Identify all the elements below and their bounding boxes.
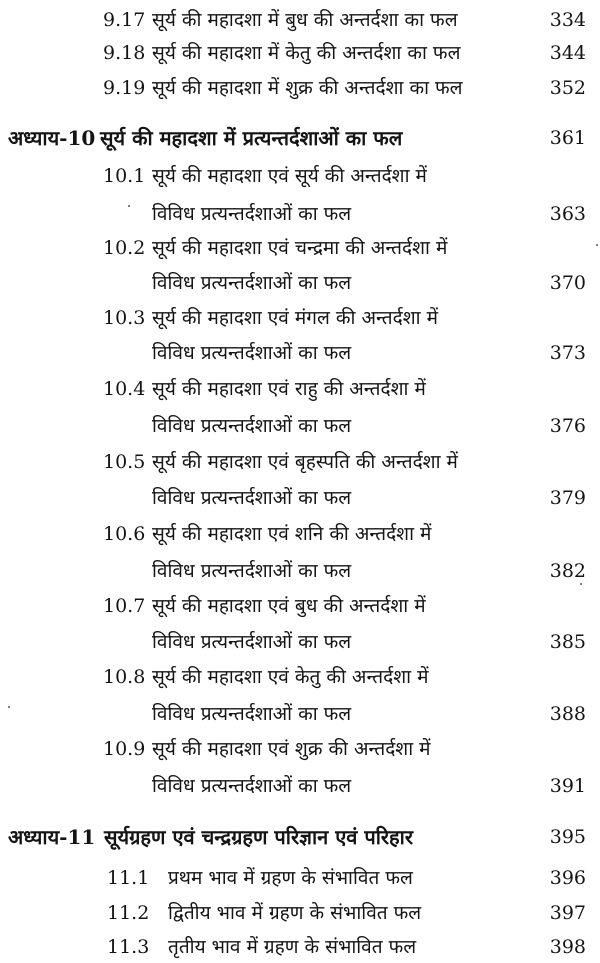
- page-number: 376: [549, 415, 586, 437]
- section-number: 10.2: [103, 237, 146, 259]
- page-number: 388: [549, 703, 586, 725]
- section-number: 11.2: [107, 902, 150, 924]
- page-number: 391: [549, 775, 586, 797]
- page-number: 361: [549, 127, 586, 149]
- toc-entry: [0, 594, 600, 666]
- scan-speck: [596, 244, 598, 246]
- chapter-title: सूर्य की महादशा में प्रत्यन्तर्दशाओं का फल: [100, 126, 403, 150]
- chapter-heading: [0, 825, 600, 865]
- section-title: सूर्य की महादशा एवं चन्द्रमा की अन्तर्दशा में: [152, 237, 448, 259]
- section-number: 10.9: [103, 738, 146, 760]
- page-number: 398: [549, 936, 586, 958]
- toc-entry: [0, 164, 600, 236]
- toc-entry: [0, 377, 600, 449]
- section-title: तृतीय भाव में ग्रहण के संभावित फल: [168, 936, 417, 958]
- toc-entry: [0, 665, 600, 737]
- section-title: सूर्य की महादशा एवं मंगल की अन्तर्दशा में: [152, 307, 438, 329]
- page-number: 382: [549, 560, 586, 582]
- page-number: 379: [549, 487, 586, 509]
- section-title-continued: विविध प्रत्यन्तर्दशाओं का फल: [152, 487, 352, 509]
- scan-speck: [8, 706, 10, 708]
- chapter-label: अध्याय-11: [8, 825, 96, 849]
- toc-entry: [0, 522, 600, 594]
- toc-entry: [0, 935, 600, 963]
- toc-entry: [0, 41, 600, 81]
- section-title: सूर्य की महादशा एवं सूर्य की अन्तर्दशा में: [152, 165, 427, 187]
- section-title: सूर्य की महादशा में बुध की अन्तर्दशा का फल: [152, 9, 458, 31]
- section-number: 10.4: [103, 378, 146, 400]
- page-number: 395: [549, 826, 586, 848]
- section-title: सूर्य की महादशा एवं शुक्र की अन्तर्दशा में: [152, 738, 431, 760]
- section-number: 10.5: [103, 451, 146, 473]
- section-title: सूर्य की महादशा एवं बृहस्पति की अन्तर्दशा में: [152, 451, 458, 473]
- toc-entry: [0, 306, 600, 378]
- section-number: 9.19: [103, 77, 146, 99]
- section-title-continued: विविध प्रत्यन्तर्दशाओं का फल: [152, 342, 352, 364]
- page-number: 370: [549, 272, 586, 294]
- scan-speck: [128, 205, 130, 207]
- section-title: द्वितीय भाव में ग्रहण के संभावित फल: [168, 902, 422, 924]
- toc-entry: [0, 450, 600, 522]
- section-number: 10.1: [103, 165, 146, 187]
- page-number: 352: [549, 77, 586, 99]
- section-title: सूर्य की महादशा में शुक्र की अन्तर्दशा का फल: [152, 77, 463, 99]
- chapter-label: अध्याय-10: [8, 126, 96, 150]
- section-title: सूर्य की महादशा एवं केतु की अन्तर्दशा में: [152, 666, 429, 688]
- section-number: 10.7: [103, 595, 146, 617]
- section-title: सूर्य की महादशा में केतु की अन्तर्दशा का फल: [152, 42, 461, 64]
- scan-speck: [580, 583, 582, 585]
- page-number: 396: [549, 867, 586, 889]
- toc-entry: [0, 76, 600, 116]
- section-number: 9.18: [103, 42, 146, 64]
- page-number: 344: [549, 42, 586, 64]
- section-number: 10.8: [103, 666, 146, 688]
- section-number: 11.1: [107, 867, 150, 889]
- section-title-continued: विविध प्रत्यन्तर्दशाओं का फल: [152, 703, 352, 725]
- section-title-continued: विविध प्रत्यन्तर्दशाओं का फल: [152, 415, 352, 437]
- chapter-heading: [0, 126, 600, 166]
- section-number: 10.3: [103, 307, 146, 329]
- section-title: सूर्य की महादशा एवं राहु की अन्तर्दशा में: [152, 378, 426, 400]
- toc-entry: [0, 236, 600, 308]
- toc-entry: [0, 866, 600, 906]
- section-title-continued: विविध प्रत्यन्तर्दशाओं का फल: [152, 203, 352, 225]
- page-number: 363: [549, 203, 586, 225]
- section-title-continued: विविध प्रत्यन्तर्दशाओं का फल: [152, 272, 352, 294]
- toc-entry: [0, 737, 600, 809]
- section-title: सूर्य की महादशा एवं बुध की अन्तर्दशा में: [152, 595, 426, 617]
- page-number: 397: [549, 902, 586, 924]
- section-number: 11.3: [107, 936, 150, 958]
- page-number: 334: [549, 9, 586, 31]
- section-number: 9.17: [103, 9, 146, 31]
- section-title-continued: विविध प्रत्यन्तर्दशाओं का फल: [152, 560, 352, 582]
- page-number: 385: [549, 631, 586, 653]
- page-number: 373: [549, 342, 586, 364]
- section-title-continued: विविध प्रत्यन्तर्दशाओं का फल: [152, 775, 352, 797]
- section-title-continued: विविध प्रत्यन्तर्दशाओं का फल: [152, 631, 352, 653]
- section-title: प्रथम भाव में ग्रहण के संभावित फल: [168, 867, 413, 889]
- section-number: 10.6: [103, 523, 146, 545]
- chapter-title: सूर्यग्रहण एवं चन्द्रग्रहण परिज्ञान एवं परिहार: [104, 825, 414, 849]
- section-title: सूर्य की महादशा एवं शनि की अन्तर्दशा में: [152, 523, 432, 545]
